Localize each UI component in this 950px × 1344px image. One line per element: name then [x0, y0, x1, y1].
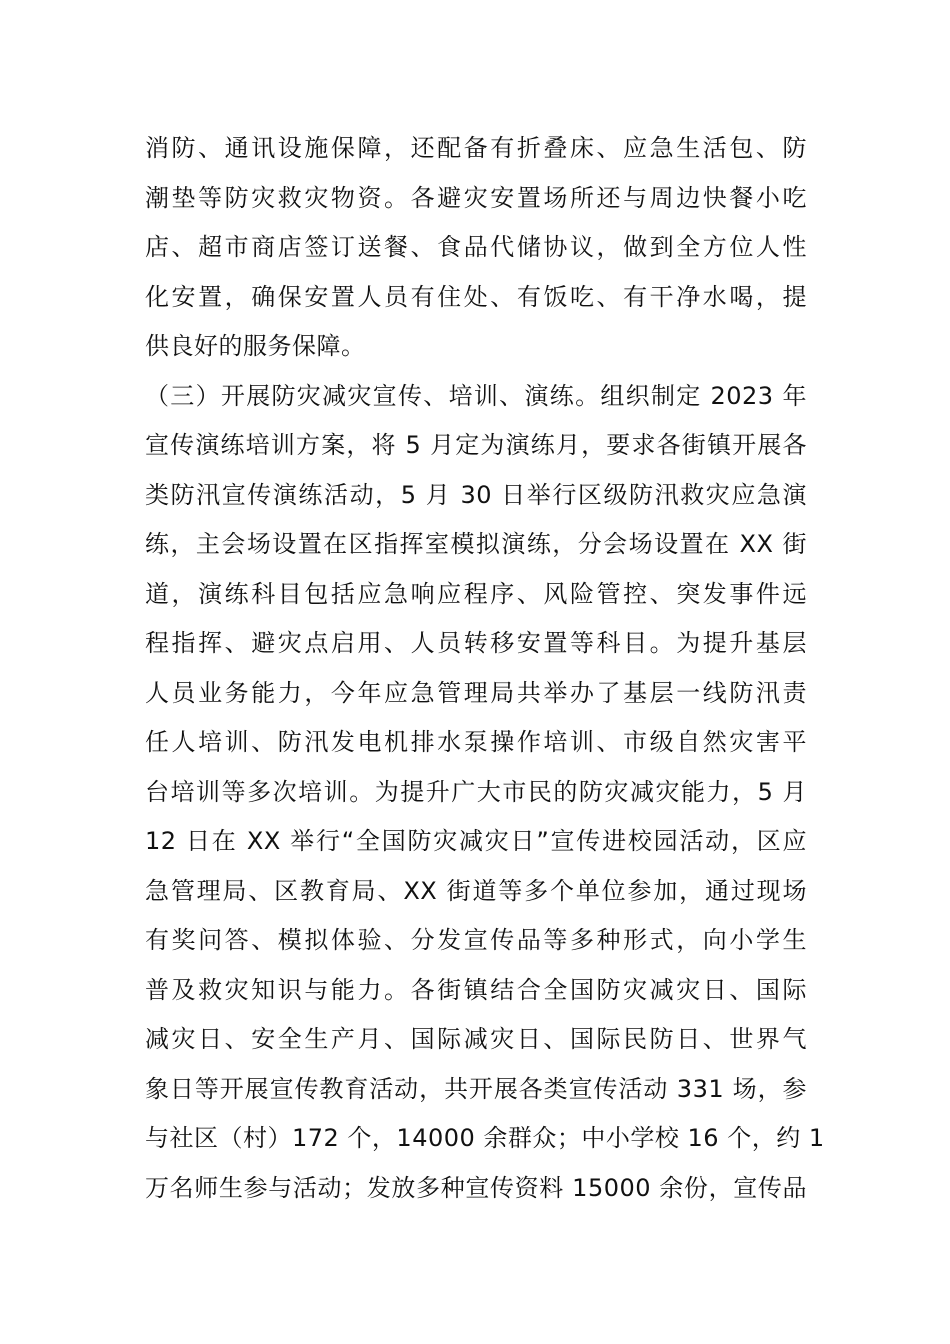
text-line: 潮垫等防灾救灾物资。各避灾安置场所还与周边快餐小吃 — [145, 183, 807, 212]
text-line: 万名师生参与活动；发放多种宣传资料 15000 余份，宣传品 — [145, 1173, 807, 1202]
text-line: 练，主会场设置在区指挥室模拟演练，分会场设置在 XX 街 — [145, 530, 807, 558]
text-line: 人员业务能力，今年应急管理局共举办了基层一线防汛责 — [145, 678, 807, 707]
text-line: 急管理局、区教育局、XX 街道等多个单位参加，通过现场 — [145, 876, 807, 905]
text-line: 消防、通讯设施保障，还配备有折叠床、应急生活包、防 — [145, 134, 807, 162]
text-line: 宣传演练培训方案，将 5 月定为演练月，要求各街镇开展各 — [145, 431, 807, 459]
text-line: 普及救灾知识与能力。各街镇结合全国防灾减灾日、国际 — [145, 975, 807, 1004]
text-line: 有奖问答、模拟体验、分发宣传品等多种形式，向小学生 — [145, 926, 807, 954]
text-line: 类防汛宣传演练活动，5 月 30 日举行区级防汛救灾应急演 — [145, 480, 807, 509]
text-line: 道，演练科目包括应急响应程序、风险管控、突发事件远 — [145, 579, 807, 608]
text-line: 店、超市商店签订送餐、食品代储协议，做到全方位人性 — [145, 233, 807, 261]
paragraph-end-line: 供良好的服务保障。 — [145, 332, 366, 360]
section-heading-line: （三）开展防灾减灾宣传、培训、演练。组织制定 2023 年 — [145, 381, 807, 410]
body-text — [145, 124, 825, 1213]
text-line: 程指挥、避灾点启用、人员转移安置等科目。为提升基层 — [145, 629, 807, 657]
text-line: 象日等开展宣传教育活动，共开展各类宣传活动 331 场，参 — [145, 1074, 807, 1103]
text-line: 化安置，确保安置人员有住处、有饭吃、有干净水喝，提 — [145, 282, 807, 311]
text-line: 任人培训、防汛发电机排水泵操作培训、市级自然灾害平 — [145, 728, 807, 756]
text-line: 减灾日、安全生产月、国际减灾日、国际民防日、世界气 — [145, 1025, 807, 1053]
text-line: 与社区（村）172 个，14000 余群众；中小学校 16 个，约 1 — [145, 1124, 825, 1152]
text-line: 台培训等多次培训。为提升广大市民的防灾减灾能力，5 月 — [145, 777, 807, 806]
text-line: 12 日在 XX 举行“全国防灾减灾日”宣传进校园活动，区应 — [145, 827, 807, 855]
